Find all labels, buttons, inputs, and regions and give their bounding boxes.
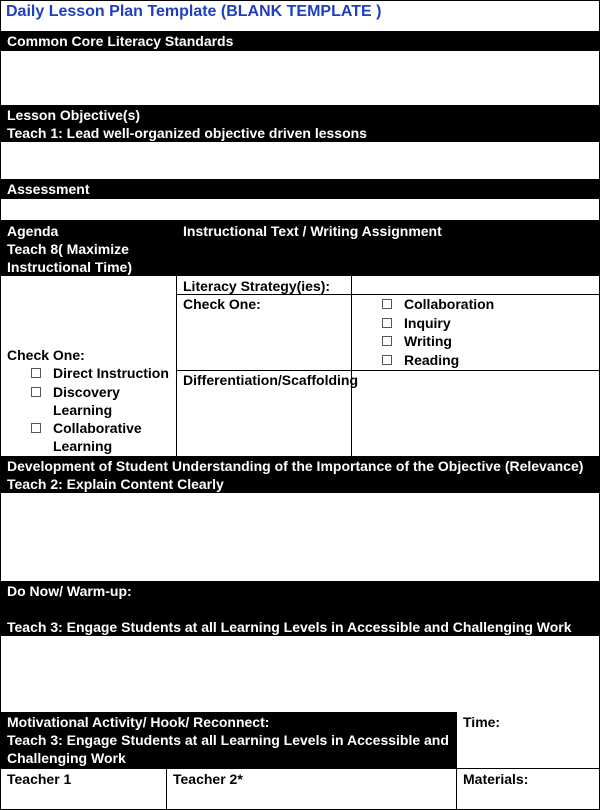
instruction-option-label: Discovery xyxy=(53,383,120,400)
standards-field[interactable] xyxy=(0,51,600,105)
instruction-checklist xyxy=(29,364,169,455)
time-field[interactable] xyxy=(457,732,600,768)
check-one-right-label: Check One: xyxy=(183,296,261,312)
standards-header xyxy=(0,31,600,51)
agenda-line-2: Teach 8( Maximize xyxy=(7,241,129,257)
do-now-header xyxy=(0,581,600,636)
motivational-teach-line-2: Challenging Work xyxy=(7,750,126,766)
objective-field[interactable] xyxy=(0,142,600,179)
strategy-option-inquiry[interactable] xyxy=(380,314,494,333)
standards-label: Common Core Literacy Standards xyxy=(7,33,234,49)
motivational-label xyxy=(7,713,449,767)
differentiation-label: Differentiation/Scaffolding xyxy=(183,372,358,388)
checkbox-icon[interactable] xyxy=(382,299,392,309)
checkbox-icon[interactable] xyxy=(31,387,41,397)
divider-left xyxy=(176,276,177,456)
do-now-teach-label: Teach 3: Engage Students at all Learning Levels in Accessible and Challenging Work xyxy=(7,619,572,635)
strategy-checklist xyxy=(380,295,494,369)
instruction-option-discovery[interactable] xyxy=(29,383,169,419)
relevance-label: Development of Student Understanding of the Importance of the Objective (Relevance) xyxy=(7,458,584,474)
teacher-1-label: Teacher 1 xyxy=(7,771,72,787)
divider-teachers xyxy=(0,768,600,769)
checkbox-icon[interactable] xyxy=(382,355,392,365)
agenda-line-1: Agenda xyxy=(7,223,59,239)
assessment-field[interactable] xyxy=(0,199,600,220)
page-title: Daily Lesson Plan Template (BLANK TEMPLATE ) xyxy=(6,3,382,20)
strategy-option-label: Inquiry xyxy=(404,314,451,331)
instruction-option-direct[interactable] xyxy=(29,364,169,383)
relevance-teach-label: Teach 2: Explain Content Clearly xyxy=(7,476,224,492)
checkbox-icon[interactable] xyxy=(31,368,41,378)
instruction-option-label: Direct Instruction xyxy=(53,365,169,381)
motivational-heading: Motivational Activity/ Hook/ Reconnect: xyxy=(7,714,270,730)
strategy-option-label: Writing xyxy=(404,333,452,349)
strategy-option-label: Reading xyxy=(404,351,460,368)
agenda-line-3: Instructional Time) xyxy=(7,259,132,275)
agenda-label xyxy=(7,222,132,276)
strategy-option-reading[interactable] xyxy=(380,351,494,370)
literacy-strategy-label: Literacy Strategy(ies): xyxy=(183,278,331,294)
divider-teacher xyxy=(166,768,167,810)
do-now-field[interactable] xyxy=(0,636,600,712)
checkbox-icon[interactable] xyxy=(31,423,41,433)
instruction-option-collaborative[interactable] xyxy=(29,419,169,455)
relevance-field[interactable] xyxy=(0,493,600,581)
assessment-header xyxy=(0,179,600,199)
relevance-header xyxy=(0,456,600,493)
strategy-option-writing[interactable] xyxy=(380,332,494,351)
checkbox-icon[interactable] xyxy=(382,318,392,328)
objective-header xyxy=(0,105,600,142)
objective-teach-label: Teach 1: Lead well-organized objective driven lessons xyxy=(7,125,367,141)
instructional-text-label: Instructional Text / Writing Assignment xyxy=(183,223,442,239)
differentiation-field[interactable] xyxy=(352,371,600,456)
strategy-option-label: Collaboration xyxy=(404,296,495,312)
motivational-teach-line-1: Teach 3: Engage Students at all Learning Levels in Accessible and xyxy=(7,732,449,748)
do-now-label: Do Now/ Warm-up: xyxy=(7,583,132,599)
instruction-option-label-2: Learning xyxy=(53,401,113,418)
assessment-label: Assessment xyxy=(7,181,90,197)
strategy-option-collaboration[interactable] xyxy=(380,295,494,314)
instruction-option-label-2: Learning xyxy=(53,437,113,454)
check-one-left-label: Check One: xyxy=(7,347,85,363)
teacher-2-label: Teacher 2* xyxy=(173,771,243,787)
literacy-strategy-field[interactable] xyxy=(352,277,600,294)
instruction-option-label: Collaborative xyxy=(53,419,142,436)
time-label: Time: xyxy=(463,714,501,730)
materials-label: Materials: xyxy=(463,771,529,787)
objective-label: Lesson Objective(s) xyxy=(7,107,141,123)
checkbox-icon[interactable] xyxy=(382,336,392,346)
